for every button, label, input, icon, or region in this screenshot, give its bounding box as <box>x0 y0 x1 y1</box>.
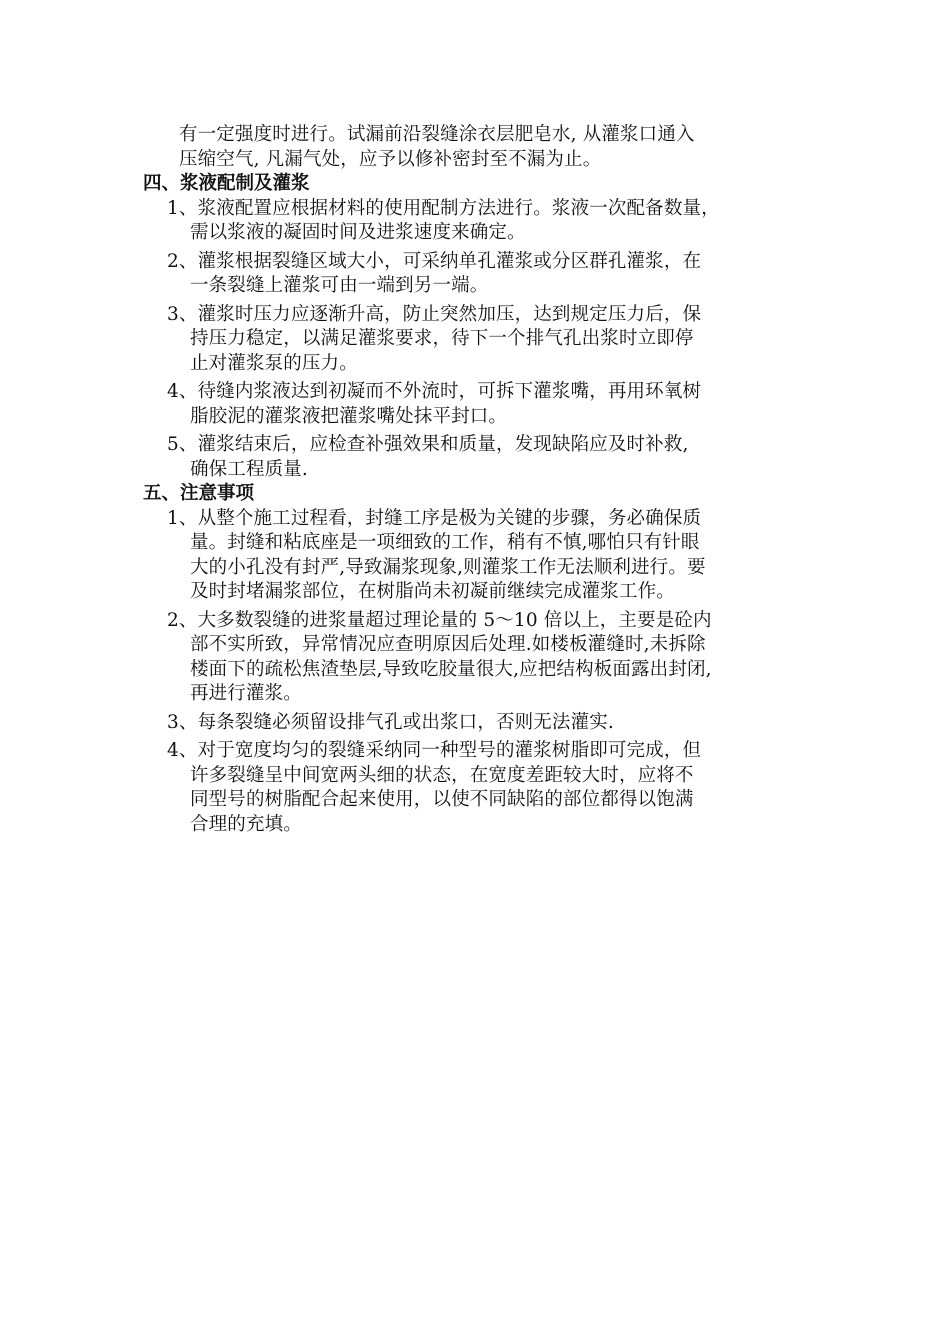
document-body <box>143 123 823 837</box>
list-item-first-line: 2、大多数裂缝的进浆量超过理论量的 5～10 倍以上，主要是砼内 <box>167 609 712 631</box>
list-item-first-line: 2、灌浆根据裂缝区域大小，可采纳单孔灌浆或分区群孔灌浆，在 <box>167 250 702 272</box>
section-heading: 四、浆液配制及灌浆 <box>143 173 310 194</box>
list-item-first-line: 3、灌浆时压力应逐渐升高，防止突然加压，达到规定压力后，保 <box>167 303 702 325</box>
list-item-first-line: 1、浆液配置应根据材料的使用配制方法进行。浆液一次配备数量， <box>167 197 720 219</box>
intro-line: 压缩空气, 凡漏气处，应予以修补密封至不漏为止。 <box>179 148 602 170</box>
list-item-line: 部不实所致，异常情况应查明原因后处理.如楼板灌缝时,未拆除 <box>190 634 706 655</box>
list-item-line: 楼面下的疏松焦渣垫层,导致吃胶量很大,应把结构板面露出封闭, <box>190 658 712 680</box>
list-item-first-line: 1、从整个施工过程看，封缝工序是极为关键的步骤，务必确保质 <box>167 507 702 529</box>
list-item-line: 止对灌浆泵的压力。 <box>190 352 358 374</box>
list-item-line: 确保工程质量. <box>190 458 308 480</box>
list-item-line: 持压力稳定，以满足灌浆要求，待下一个排气孔出浆时立即停 <box>190 328 694 349</box>
list-item-first-line: 4、对于宽度均匀的裂缝采纳同一种型号的灌浆树脂即可完成，但 <box>167 740 702 761</box>
list-item-line: 需以浆液的凝固时间及进浆速度来确定。 <box>190 222 526 243</box>
list-item-line: 量。封缝和粘底座是一项细致的工作，稍有不慎,哪怕只有针眼 <box>190 532 700 553</box>
list-item-line: 合理的充填。 <box>190 813 302 835</box>
list-item-line: 许多裂缝呈中间宽两头细的状态，在宽度差距较大时，应将不 <box>190 764 694 786</box>
list-item-line: 同型号的树脂配合起来使用，以使不同缺陷的部位都得以饱满 <box>190 789 694 810</box>
list-item-first-line: 5、灌浆结束后，应检查补强效果和质量，发现缺陷应及时补救, <box>167 434 689 455</box>
list-item-first-line: 3、每条裂缝必须留设排气孔或出浆口，否则无法灌实. <box>167 711 614 733</box>
list-item-line: 大的小孔没有封严,导致漏浆现象,则灌浆工作无法顺利进行。要 <box>190 556 706 578</box>
intro-line: 有一定强度时进行。试漏前沿裂缝涂衣层肥皂水, 从灌浆口通入 <box>179 124 695 145</box>
section-heading: 五、注意事项 <box>143 483 255 504</box>
list-item-first-line: 4、待缝内浆液达到初凝而不外流时，可拆下灌浆嘴，再用环氧树 <box>167 381 702 402</box>
list-item-line: 脂胶泥的灌浆液把灌浆嘴处抹平封口。 <box>190 405 508 427</box>
list-item-line: 一条裂缝上灌浆可由一端到另一端。 <box>190 275 489 296</box>
list-item-line: 及时封堵漏浆部位，在树脂尚未初凝前继续完成灌浆工作。 <box>190 581 675 602</box>
list-item-line: 再进行灌浆。 <box>190 683 302 704</box>
